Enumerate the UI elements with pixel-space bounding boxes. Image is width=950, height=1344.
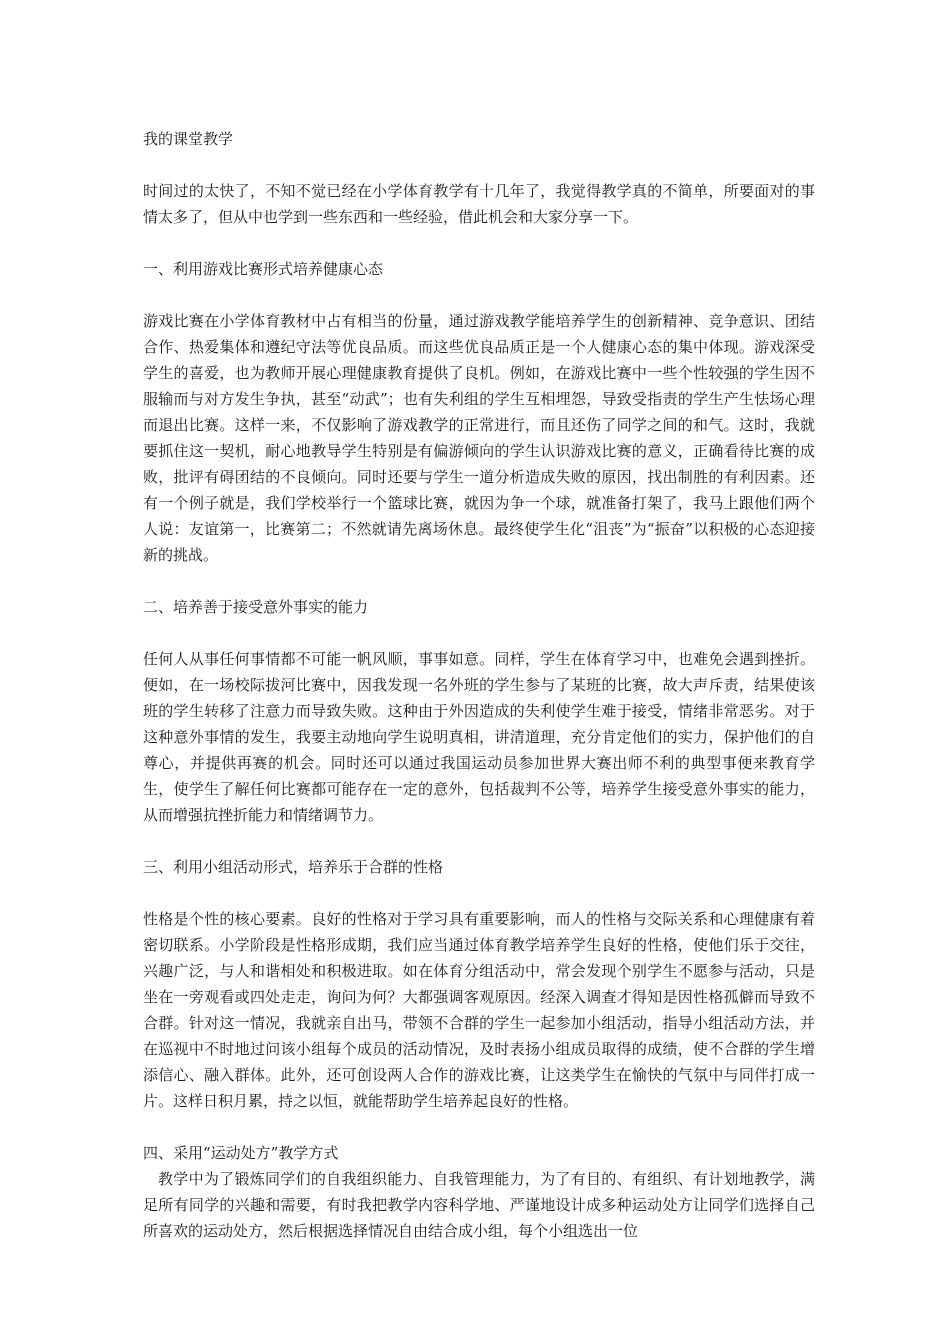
section-1-heading: 一、利用游戏比赛形式培养健康心态	[143, 260, 384, 278]
document-title: 我的课堂教学	[143, 130, 234, 148]
section-2-body: 任何人从事任何事情都不可能一帆风顺，事事如意。同样，学生在体育学习中，也难免会遇到挫折。便如，在一场校际拔河比赛中，因我发现一名外班的学生参与了某班的比赛，故大声斥责，结果使该班的学生转移了注意力而导致失败。这种由于外因造成的失利使学生难于接受，情绪非常恶劣。对于这种意外事情的发生，我要主动地向学生说明真相，讲清道理，充分肯定他们的实力，保护他们的自尊心，并提供再赛的机会。同时还可以通过我国运动员参加世界大赛出师不利的典型事便来教育学生，使学生了解任何比赛都可能存在一定的意外，包括裁判不公等，培养学生接受意外事实的能力，从而增强抗挫折能力和情绪调节力。	[143, 650, 815, 824]
section-2-heading: 二、培养善于接受意外事实的能力	[143, 598, 369, 616]
intro-paragraph: 时间过的太快了，不知不觉已经在小学体育教学有十几年了，我觉得教学真的不简单，所要面对的事情太多了，但从中也学到一些东西和一些经验，借此机会和大家分享一下。	[143, 182, 815, 226]
section-3-body: 性格是个性的核心要素。良好的性格对于学习具有重要影响，而人的性格与交际关系和心理健康有着密切联系。小学阶段是性格形成期，我们应当通过体育教学培养学生良好的性格，使他们乐于交往，兴趣广泛，与人和谐相处和积极进取。如在体育分组活动中，常会发现个别学生不愿参与活动，只是坐在一旁观看或四处走走，询问为何？大都强调客观原因。经深入调查才得知是因性格孤僻而导致不合群。针对这一情况，我就亲自出马，带领不合群的学生一起参加小组活动，指导小组活动方法，并在巡视中不时地过问该小组每个成员的活动情况，及时表扬小组成员取得的成绩，使不合群的学生增添信心、融入群体。此外，还可创设两人合作的游戏比赛，让这类学生在愉快的气氛中与同伴打成一片。这样日积月累，持之以恒，就能帮助学生培养起良好的性格。	[143, 910, 815, 1110]
section-4-body: 教学中为了锻炼同学们的自我组织能力、自我管理能力，为了有目的、有组织、有计划地教学，满足所有同学的兴趣和需要，有时我把教学内容科学地、严谨地设计成多种运动处方让同学们选择自己所喜欢的运动处方，然后根据选择情况自由结合成小组，每个小组选出一位	[143, 1170, 815, 1240]
document-page	[143, 126, 815, 1244]
section-1-body: 游戏比赛在小学体育教材中占有相当的份量，通过游戏教学能培养学生的创新精神、竞争意识、团结合作、热爱集体和遵纪守法等优良品质。而这些优良品质正是一个人健康心态的集中体现。游戏深受学生的喜爱，也为教师开展心理健康教育提供了良机。例如，在游戏比赛中一些个性较强的学生因不服输而与对方发生争执，甚至“动武”；也有失利组的学生互相埋怨，导致受指责的学生产生怯场心理而退出比赛。这样一来，不仅影响了游戏教学的正常进行，而且还伤了同学之间的和气。这时，我就要抓住这一契机，耐心地教导学生特别是有偏游倾向的学生认识游戏比赛的意义，正确看待比赛的成败，批评有碍团结的不良倾向。同时还要与学生一道分析造成失败的原因，找出制胜的有利因素。还有一个例子就是，我们学校举行一个篮球比赛，就因为争一个球，就准备打架了，我马上跟他们两个人说：友谊第一，比赛第二；不然就请先离场休息。最终使学生化“沮丧”为“振奋”以积极的心态迎接新的挑战。	[143, 312, 815, 564]
section-4-heading: 四、采用“运动处方”教学方式	[143, 1144, 339, 1162]
section-3-heading: 三、利用小组活动形式，培养乐于合群的性格	[143, 858, 444, 876]
